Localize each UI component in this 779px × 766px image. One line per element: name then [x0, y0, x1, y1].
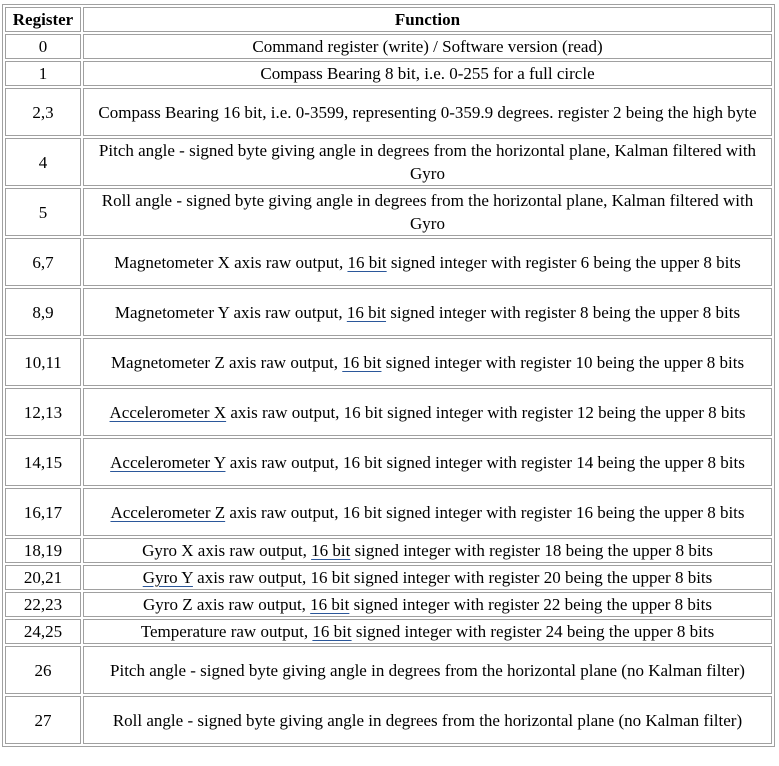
register-table [2, 4, 775, 747]
underlined-term: Accelerometer Y [110, 452, 226, 472]
function-text: signed integer with register 8 being the upper 8 bits [386, 302, 741, 322]
table-row [5, 288, 772, 336]
register-cell: 10,11 [5, 338, 81, 386]
underlined-term: Accelerometer Z [110, 502, 226, 522]
register-column-header: Register [5, 7, 81, 32]
underlined-term: 16 bit [346, 302, 387, 322]
register-cell: 14,15 [5, 438, 81, 486]
table-row [5, 61, 772, 86]
function-text: Pitch angle - signed byte giving angle in degrees from the horizontal plane (no Kalman filter) [110, 660, 745, 680]
function-cell [83, 34, 772, 59]
function-text: Pitch angle - signed byte giving angle in degrees from the horizontal plane, Kalman filtered with Gyro [98, 141, 757, 183]
register-cell: 1 [5, 61, 81, 86]
table-row [5, 88, 772, 136]
table-row [5, 188, 772, 236]
underlined-term: 16 bit [311, 541, 351, 560]
register-cell: 16,17 [5, 488, 81, 536]
function-text: Compass Bearing 8 bit, i.e. 0-255 for a full circle [260, 64, 595, 83]
register-cell: 2,3 [5, 88, 81, 136]
underlined-term: Gyro Y [142, 568, 193, 587]
function-cell [83, 592, 772, 617]
function-text: signed integer with register 6 being the upper 8 bits [386, 252, 741, 272]
function-text: signed integer with register 18 being the upper 8 bits [350, 541, 713, 560]
function-text: Gyro X axis raw output, [142, 541, 312, 560]
function-text: Magnetometer Z axis raw output, [110, 352, 343, 372]
function-cell [83, 388, 772, 436]
function-cell [83, 565, 772, 590]
table-row [5, 34, 772, 59]
function-text: Roll angle - signed byte giving angle in degrees from the horizontal plane, Kalman filtered with Gyro [101, 191, 754, 233]
underlined-term: Accelerometer X [109, 402, 227, 422]
function-cell [83, 138, 772, 186]
underlined-term: 16 bit [342, 352, 382, 372]
function-cell [83, 696, 772, 744]
function-text: Magnetometer Y axis raw output, [114, 302, 347, 322]
function-cell [83, 288, 772, 336]
function-text: axis raw output, 16 bit signed integer with register 14 being the upper 8 bits [225, 452, 745, 472]
register-cell: 20,21 [5, 565, 81, 590]
function-text: axis raw output, 16 bit signed integer with register 16 being the upper 8 bits [225, 502, 745, 522]
table-row [5, 238, 772, 286]
register-cell: 12,13 [5, 388, 81, 436]
function-text: Temperature raw output, [140, 622, 313, 641]
function-text: Compass Bearing 16 bit, i.e. 0-3599, representing 0-359.9 degrees. register 2 being the high byte [98, 102, 757, 122]
register-cell: 27 [5, 696, 81, 744]
function-text: Roll angle - signed byte giving angle in degrees from the horizontal plane (no Kalman filter) [112, 710, 743, 730]
underlined-term: 16 bit [312, 622, 352, 641]
function-cell [83, 646, 772, 694]
header-row [5, 7, 772, 32]
underlined-term: 16 bit [347, 252, 387, 272]
table-row [5, 696, 772, 744]
table-row [5, 438, 772, 486]
register-cell: 6,7 [5, 238, 81, 286]
function-text: signed integer with register 22 being the upper 8 bits [349, 595, 712, 614]
function-cell [83, 488, 772, 536]
table-row [5, 592, 772, 617]
function-text: axis raw output, 16 bit signed integer with register 20 being the upper 8 bits [192, 568, 713, 587]
table-row [5, 488, 772, 536]
table-row [5, 538, 772, 563]
register-cell: 4 [5, 138, 81, 186]
function-cell [83, 238, 772, 286]
function-column-header: Function [83, 7, 772, 32]
register-cell: 24,25 [5, 619, 81, 644]
register-cell: 22,23 [5, 592, 81, 617]
function-cell [83, 61, 772, 86]
function-text: Command register (write) / Software version (read) [252, 37, 603, 56]
register-cell: 8,9 [5, 288, 81, 336]
register-cell: 26 [5, 646, 81, 694]
function-text: axis raw output, 16 bit signed integer with register 12 being the upper 8 bits [226, 402, 746, 422]
table-row [5, 565, 772, 590]
register-cell: 0 [5, 34, 81, 59]
function-text: signed integer with register 10 being the upper 8 bits [381, 352, 745, 372]
function-cell [83, 619, 772, 644]
table-row [5, 388, 772, 436]
function-cell [83, 88, 772, 136]
function-text: signed integer with register 24 being the upper 8 bits [351, 622, 715, 641]
table-row [5, 138, 772, 186]
function-cell [83, 338, 772, 386]
register-cell: 5 [5, 188, 81, 236]
underlined-term: 16 bit [310, 595, 350, 614]
register-cell: 18,19 [5, 538, 81, 563]
function-cell [83, 538, 772, 563]
table-row [5, 338, 772, 386]
function-cell [83, 438, 772, 486]
table-row [5, 619, 772, 644]
function-text: Gyro Z axis raw output, [143, 595, 311, 614]
function-cell [83, 188, 772, 236]
table-row [5, 646, 772, 694]
function-text: Magnetometer X axis raw output, [114, 252, 348, 272]
